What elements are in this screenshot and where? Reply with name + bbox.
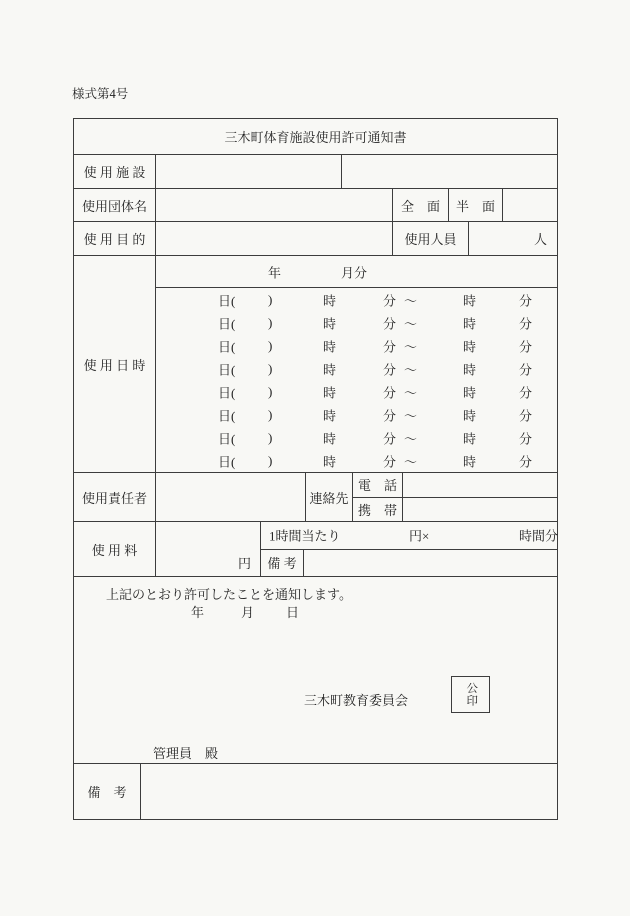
fee-amount-cell: [156, 522, 261, 576]
day-line-token: 時: [463, 385, 477, 400]
day-time-line: [156, 426, 557, 449]
day-line-token: 時: [323, 293, 337, 308]
day-line-token: 分: [519, 408, 533, 423]
facility-value-right: [342, 155, 557, 188]
usage-month-header: [156, 256, 557, 288]
notice-section: [74, 577, 557, 764]
day-line-token: ): [268, 337, 273, 353]
yen-unit: 円: [237, 556, 251, 571]
day-line-token: 分: [383, 454, 397, 469]
mobile-value: [403, 498, 557, 522]
responsible-label: 使用責任者: [74, 473, 156, 521]
day-line-token: 分: [519, 385, 533, 400]
per-hour-label: 1時間当たり: [269, 528, 341, 544]
official-seal-box: [451, 676, 490, 713]
table-title: 三木町体育施設使用許可通知書: [224, 130, 407, 145]
usage-datetime-label: 使 用 日 時: [74, 256, 156, 472]
day-line-token: 分: [383, 362, 397, 377]
organization-value: [156, 189, 393, 221]
day-line-token: 日(: [218, 385, 236, 400]
fee-remarks-subrow: [261, 550, 557, 577]
responsible-value: [156, 473, 306, 521]
responsible-row: [74, 473, 557, 522]
committee-name: 三木町教育委員会: [304, 693, 409, 708]
day-line-token: ): [268, 406, 273, 422]
day-line-token: 日(: [218, 431, 236, 446]
day-line-token: 時: [323, 408, 337, 423]
day-time-line: [156, 334, 557, 357]
day-line-token: ): [268, 383, 273, 399]
facility-value-left: [156, 155, 342, 188]
notice-date-month: 月: [241, 605, 255, 620]
table-title-row: [74, 119, 557, 155]
day-line-token: ): [268, 291, 273, 307]
purpose-row: [74, 222, 557, 256]
remarks-label: 備 考: [74, 764, 141, 819]
day-line-token: 分: [383, 431, 397, 446]
year-label: 年: [268, 265, 282, 280]
day-line-token: ～: [404, 454, 418, 469]
day-line-token: ): [268, 314, 273, 330]
day-time-line: [156, 449, 557, 472]
fee-remarks-label: 備 考: [261, 550, 304, 577]
day-line-token: 時: [463, 454, 477, 469]
day-line-token: 日(: [218, 316, 236, 331]
day-line-token: 分: [383, 339, 397, 354]
day-line-token: ): [268, 429, 273, 445]
day-line-token: ～: [404, 431, 418, 446]
facility-row: [74, 155, 557, 189]
day-line-token: 時: [463, 293, 477, 308]
court-checkbox-cell: [503, 189, 557, 221]
day-line-token: 分: [519, 339, 533, 354]
day-line-token: 日(: [218, 454, 236, 469]
remarks-row: [74, 764, 557, 819]
phone-label: 電 話: [353, 473, 403, 497]
notice-date-year: 年: [191, 605, 205, 620]
day-time-line: [156, 311, 557, 334]
person-unit: 人: [533, 232, 547, 247]
day-line-token: 時: [323, 316, 337, 331]
usage-day-lines: [156, 288, 557, 472]
day-line-token: ～: [404, 408, 418, 423]
notice-message: 上記のとおり許可したことを通知します。: [106, 587, 352, 602]
day-line-token: 分: [519, 431, 533, 446]
fee-hourly-subrow: [261, 522, 557, 550]
day-line-token: 分: [383, 316, 397, 331]
day-line-token: 時: [323, 454, 337, 469]
day-line-token: 日(: [218, 339, 236, 354]
contact-label: 連絡先: [306, 473, 353, 521]
full-court-option: 全 面: [393, 189, 449, 221]
half-court-option: 半 面: [449, 189, 503, 221]
permit-table: [73, 118, 558, 820]
fee-remarks-value: [304, 550, 557, 577]
purpose-label: 使 用 目 的: [74, 222, 156, 255]
day-line-token: ～: [404, 339, 418, 354]
fee-label: 使 用 料: [74, 522, 156, 576]
day-line-token: ): [268, 452, 273, 468]
facility-label: 使 用 施 設: [74, 155, 156, 188]
day-line-token: 時: [323, 385, 337, 400]
fee-row: [74, 522, 557, 577]
day-line-token: ～: [404, 293, 418, 308]
day-line-token: 分: [519, 316, 533, 331]
day-time-line: [156, 403, 557, 426]
phone-subrow: [353, 473, 557, 498]
day-line-token: 時: [323, 362, 337, 377]
organization-row: [74, 189, 557, 222]
yen-times-label: 円×: [409, 528, 430, 544]
form-number: 様式第4号: [72, 87, 129, 101]
day-time-line: [156, 380, 557, 403]
day-line-token: 時: [463, 431, 477, 446]
hours-label: 時間分: [519, 528, 559, 544]
purpose-value: [156, 222, 393, 255]
day-line-token: 分: [383, 385, 397, 400]
day-line-token: ): [268, 360, 273, 376]
usage-datetime-row: [74, 256, 557, 473]
phone-value: [403, 473, 557, 497]
mobile-subrow: [353, 498, 557, 522]
manager-addressee: 管理員 殿: [153, 746, 219, 761]
day-line-token: 分: [383, 293, 397, 308]
fee-detail-grid: [261, 522, 557, 576]
day-line-token: 分: [519, 454, 533, 469]
day-line-token: ～: [404, 385, 418, 400]
day-line-token: 分: [519, 293, 533, 308]
day-line-token: ～: [404, 316, 418, 331]
notice-date-day: 日: [286, 605, 300, 620]
day-line-token: 日(: [218, 293, 236, 308]
day-line-token: 時: [323, 431, 337, 446]
mobile-label: 携 帯: [353, 498, 403, 522]
staff-count-label: 使用人員: [393, 222, 469, 255]
day-line-token: 時: [463, 339, 477, 354]
usage-datetime-grid: [156, 256, 557, 472]
contact-grid: [353, 473, 557, 521]
day-line-token: 時: [463, 316, 477, 331]
day-time-line: [156, 288, 557, 311]
day-line-token: ～: [404, 362, 418, 377]
day-line-token: 時: [463, 362, 477, 377]
remarks-value: [141, 764, 557, 819]
day-line-token: 日(: [218, 362, 236, 377]
day-time-line: [156, 357, 557, 380]
day-line-token: 時: [323, 339, 337, 354]
day-line-token: 日(: [218, 408, 236, 423]
organization-label: 使用団体名: [74, 189, 156, 221]
month-label: 月分: [341, 265, 368, 280]
day-line-token: 時: [463, 408, 477, 423]
day-line-token: 分: [519, 362, 533, 377]
day-line-token: 分: [383, 408, 397, 423]
official-seal-label: 公印: [465, 682, 478, 707]
